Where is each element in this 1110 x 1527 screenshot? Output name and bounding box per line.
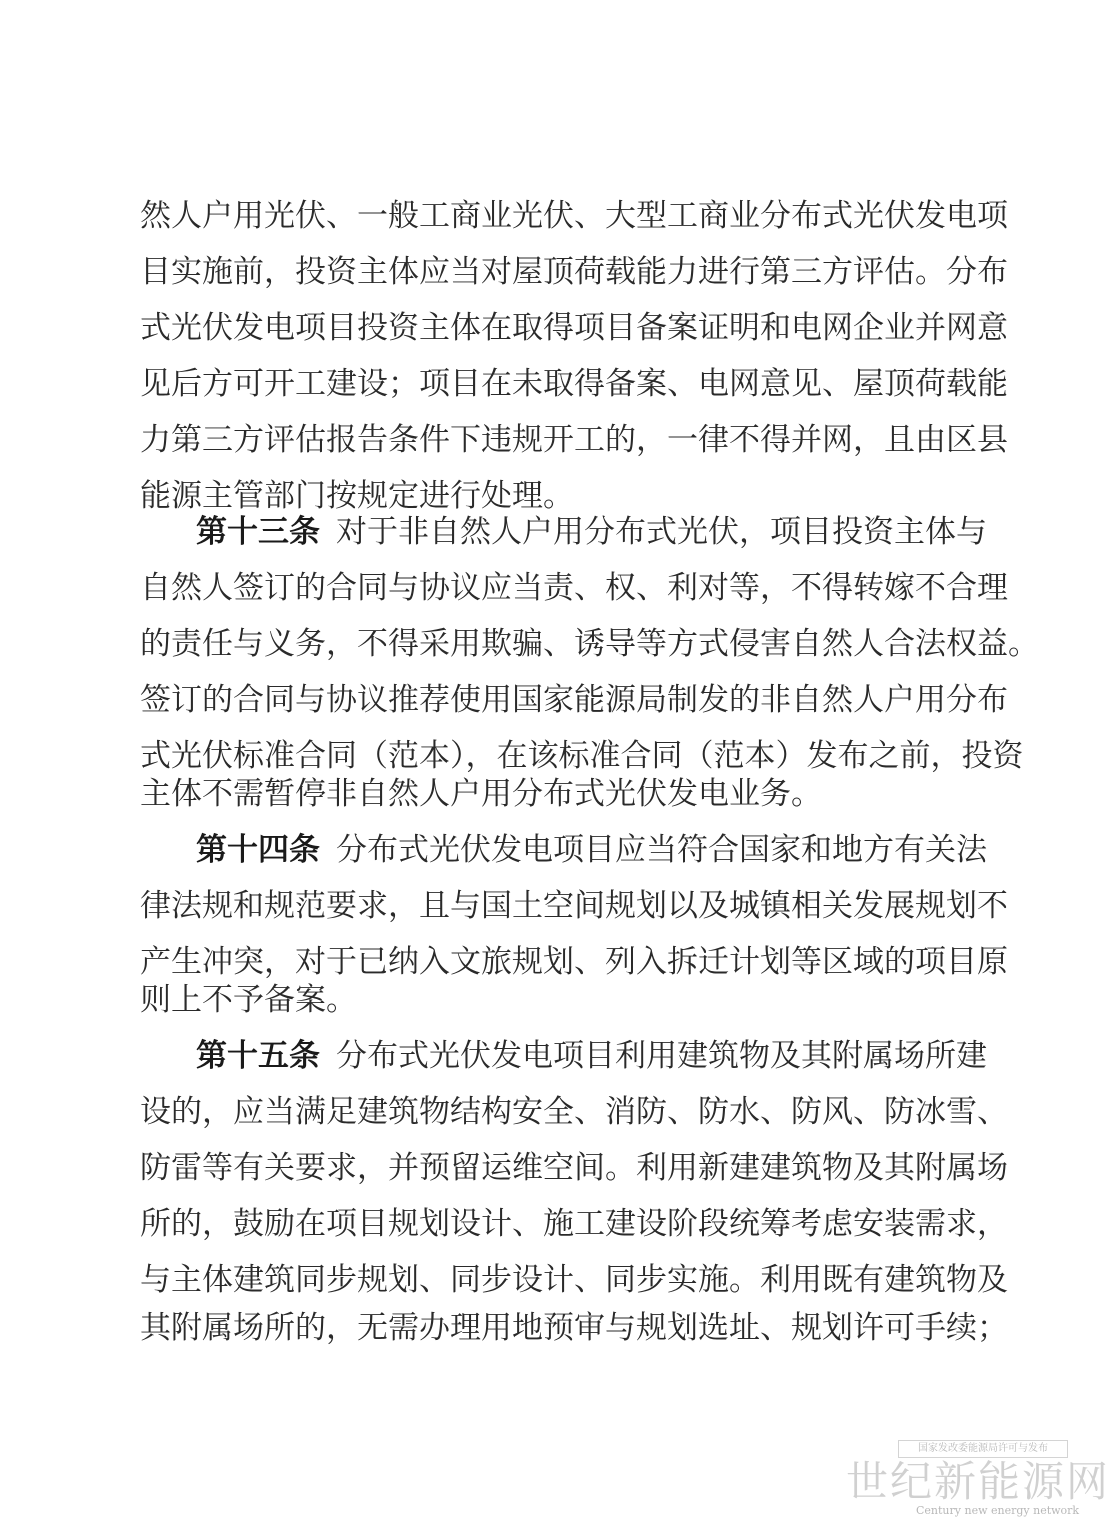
paragraph-line: 的责任与义务，不得采用欺骗、诱导等方式侵害自然人合法权益。 [140,626,1039,662]
paragraph-line: 然人户用光伏、一般工商业光伏、大型工商业分布式光伏发电项 [140,198,1008,234]
paragraph-line: 其附属场所的，无需办理用地预审与规划选址、规划许可手续； [140,1310,1008,1346]
paragraph-line: 产生冲突，对于已纳入文旅规划、列入拆迁计划等区域的项目原 [140,944,1008,980]
article-14-text: 分布式光伏发电项目应当符合国家和地方有关法 [336,832,987,868]
article-15-title: 第十五条 [196,1038,320,1074]
watermark-logo [846,1440,1110,1520]
paragraph-line: 防雷等有关要求，并预留运维空间。利用新建建筑物及其附属场 [140,1150,1008,1186]
article-13-text: 对于非自然人户用分布式光伏，项目投资主体与 [336,514,987,550]
paragraph-line: 能源主管部门按规定进行处理。 [140,478,574,514]
article-14-first-line [196,822,987,878]
paragraph-line: 所的，鼓励在项目规划设计、施工建设阶段统筹考虑安装需求， [140,1206,1008,1242]
paragraph-line: 见后方可开工建设；项目在未取得备案、电网意见、屋顶荷载能 [140,366,1008,402]
paragraph-line: 则上不予备案。 [140,982,357,1018]
article-15-text: 分布式光伏发电项目利用建筑物及其附属场所建 [336,1038,987,1074]
article-13-title: 第十三条 [196,514,320,550]
paragraph-line: 式光伏发电项目投资主体在取得项目备案证明和电网企业并网意 [140,310,1008,346]
paragraph-line: 与主体建筑同步规划、同步设计、同步实施。利用既有建筑物及 [140,1262,1008,1298]
watermark-sub-text: Century new energy network [916,1504,1080,1517]
paragraph-line: 签订的合同与协议推荐使用国家能源局制发的非自然人户用分布 [140,682,1008,718]
article-15-first-line [196,1028,987,1084]
paragraph-line: 自然人签订的合同与协议应当责、权、利对等，不得转嫁不合理 [140,570,1008,606]
article-13-first-line [196,504,987,560]
paragraph-line: 设的，应当满足建筑物结构安全、消防、防水、防风、防冰雪、 [140,1094,1008,1130]
watermark-top-text: 国家发改委能源局许可与发布 [898,1440,1068,1458]
paragraph-line: 目实施前，投资主体应当对屋顶荷载能力进行第三方评估。分布 [140,254,1008,290]
paragraph-line: 式光伏标准合同（范本），在该标准合同（范本）发布之前，投资 [140,738,1024,774]
paragraph-line: 力第三方评估报告条件下违规开工的，一律不得并网，且由区县 [140,422,1008,458]
paragraph-line: 主体不需暂停非自然人户用分布式光伏发电业务。 [140,776,822,812]
paragraph-line: 律法规和规范要求，且与国土空间规划以及城镇相关发展规划不 [140,888,1008,924]
article-14-title: 第十四条 [196,832,320,868]
watermark-main-text: 世纪新能源网 [846,1457,1110,1506]
